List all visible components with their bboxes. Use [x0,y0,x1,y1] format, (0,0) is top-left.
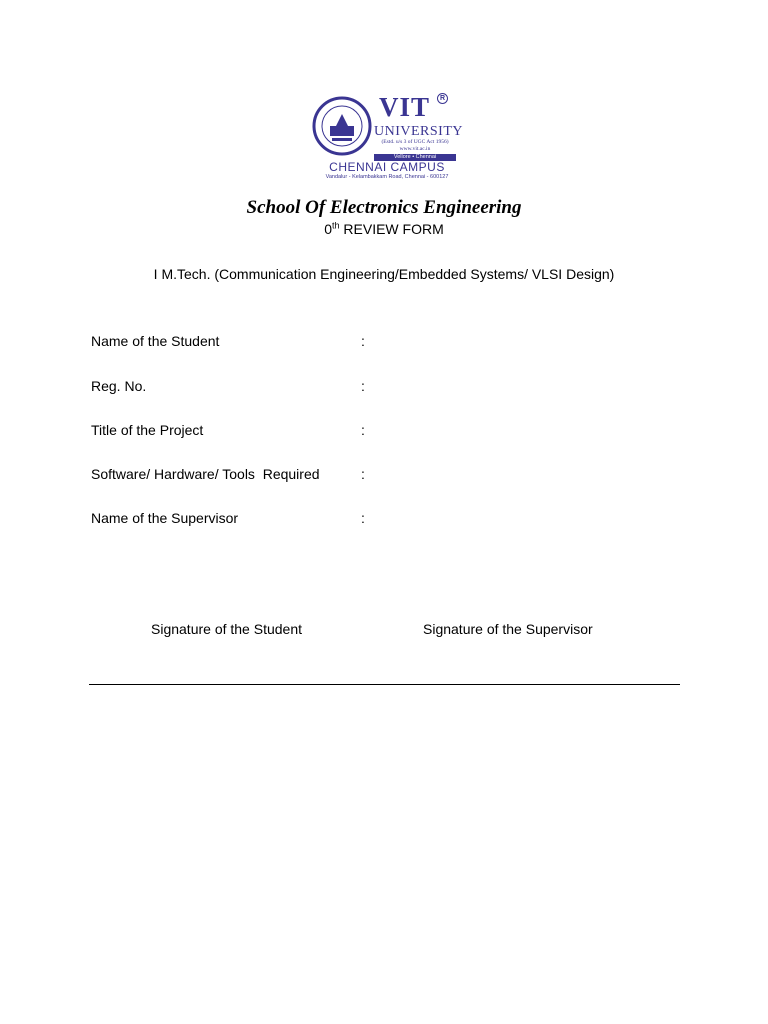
field-colon: : [361,378,365,394]
signature-supervisor: Signature of the Supervisor [423,621,593,637]
field-colon: : [361,333,365,349]
review-suffix: th [332,220,340,231]
university-logo [312,92,462,184]
field-label-project-title: Title of the Project [91,422,204,438]
field-colon: : [361,510,365,526]
field-label-student-name: Name of the Student [91,333,220,349]
logo-band: Vellore • Chennai [374,154,456,161]
logo-brand: VIT [379,92,431,122]
logo-website: www.vit.ac.in [399,146,431,152]
logo-university: UNIVERSITY [374,124,463,139]
program-title: I M.Tech. (Communication Engineering/Embedded Systems/ VLSI Design) [153,266,615,282]
field-label-reg-no: Reg. No. [91,378,147,394]
review-label: REVIEW FORM [339,221,444,237]
horizontal-divider [89,684,680,685]
signature-student: Signature of the Student [151,621,302,637]
logo-established: (Estd. u/s 3 of UGC Act 1956) [381,139,449,145]
review-form-title [0,221,768,237]
field-label-supervisor-name: Name of the Supervisor [91,510,239,526]
registered-mark: R [437,93,448,104]
logo-campus: CHENNAI CAMPUS [329,160,445,174]
logo-address: Vandalur - Kelambakkam Road, Chennai - 600127 [325,174,449,180]
school-title: School Of Electronics Engineering [246,197,522,218]
field-colon: : [361,466,365,482]
review-number: 0 [324,221,333,237]
field-label-tools-required: Software/ Hardware/ Tools Required [91,466,320,482]
field-colon: : [361,422,365,438]
university-seal-icon [312,96,372,156]
